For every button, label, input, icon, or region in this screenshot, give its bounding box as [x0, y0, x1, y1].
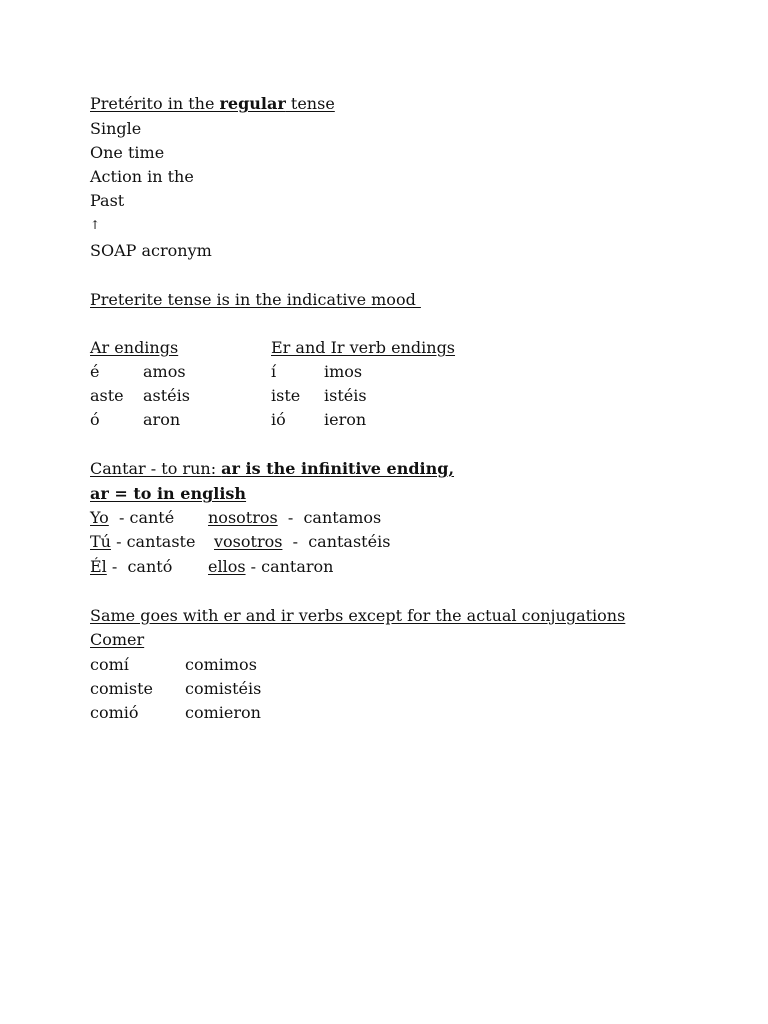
ar-endings-header-text: Ar endings	[90, 338, 179, 357]
conjugation: - cantaste	[110, 532, 196, 551]
comer-plural: comieron	[185, 703, 261, 722]
comer-title: Comer	[90, 630, 145, 649]
comer-note: Same goes with er and ir verbs except for the actual conjugations	[90, 606, 626, 625]
title-line	[90, 94, 335, 114]
cantar-heading-line2: ar = to in english	[90, 484, 247, 503]
comer-singular: comió	[90, 703, 139, 722]
cantar-singular	[90, 557, 172, 576]
conjugation: - cantamos	[277, 508, 382, 527]
pronoun: Tú	[90, 532, 111, 551]
conjugation: - canté	[108, 508, 175, 527]
intro-line-arrow: ↑	[90, 218, 101, 232]
comer-singular: comí	[90, 655, 129, 674]
ar-ending-cell: amos	[143, 362, 186, 381]
comer-plural: comistéis	[185, 679, 262, 698]
pronoun: Yo	[90, 508, 109, 527]
conjugation: - cantó	[106, 557, 173, 576]
cantar-plural	[208, 508, 381, 527]
cantar-heading	[90, 459, 454, 479]
intro-line-one-time: One time	[90, 143, 165, 162]
pronoun: Él	[90, 557, 107, 576]
intro-line-past: Past	[90, 191, 125, 210]
pronoun: vosotros	[214, 532, 283, 551]
title-bold: regular	[219, 94, 286, 113]
intro-line-single: Single	[90, 119, 142, 138]
erir-ending-cell: imos	[324, 362, 363, 381]
ar-ending-cell: é	[90, 362, 100, 381]
ar-ending-cell: ó	[90, 410, 100, 429]
pronoun: nosotros	[208, 508, 278, 527]
conjugation: - cantaron	[245, 557, 334, 576]
erir-ending-cell: í	[271, 362, 277, 381]
ar-ending-cell: aron	[143, 410, 181, 429]
mood-line: Preterite tense is in the indicative mood	[90, 290, 421, 309]
cantar-singular	[90, 532, 195, 551]
cantar-plural	[214, 532, 390, 551]
ar-ending-cell: astéis	[143, 386, 190, 405]
ar-endings-header	[90, 338, 271, 357]
title-part2: tense	[285, 94, 335, 113]
intro-line-soap: SOAP acronym	[90, 241, 212, 260]
ar-ending-cell: aste	[90, 386, 124, 405]
erir-endings-header: Er and Ir verb endings	[271, 338, 456, 357]
cantar-heading-bold: ar is the infinitive ending,	[221, 459, 455, 478]
comer-singular: comiste	[90, 679, 153, 698]
cantar-singular	[90, 508, 174, 527]
erir-ending-cell: iste	[271, 386, 301, 405]
title-part1: Pretérito in the	[90, 94, 220, 113]
erir-ending-cell: istéis	[324, 386, 367, 405]
comer-plural: comimos	[185, 655, 257, 674]
erir-ending-cell: ieron	[324, 410, 367, 429]
pronoun: ellos	[208, 557, 246, 576]
erir-ending-cell: ió	[271, 410, 286, 429]
conjugation: - cantastéis	[282, 532, 391, 551]
intro-line-action: Action in the	[90, 167, 194, 186]
cantar-plural	[208, 557, 333, 576]
cantar-heading-part1: Cantar - to run:	[90, 459, 222, 478]
